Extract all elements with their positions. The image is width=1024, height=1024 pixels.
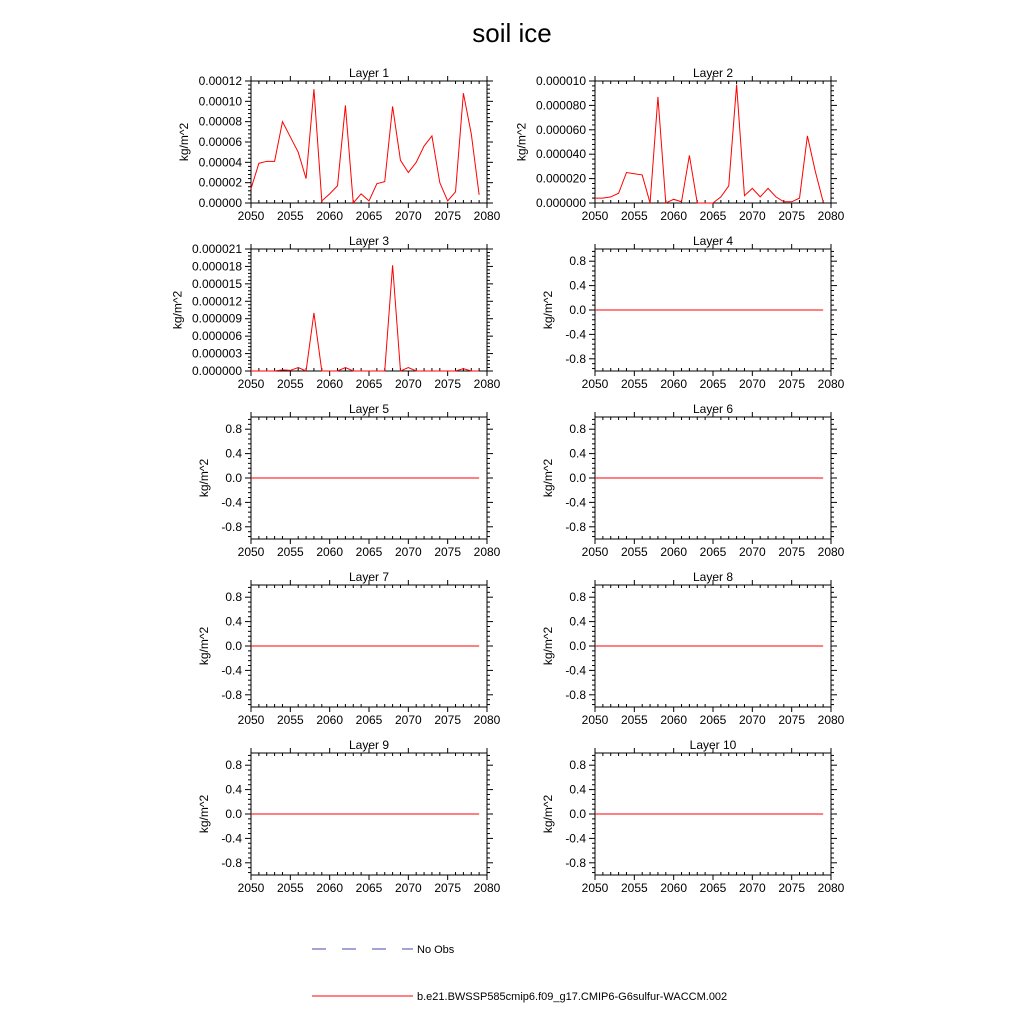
panel-layer-8 — [541, 570, 844, 727]
x-tick-label: 2055 — [620, 209, 648, 223]
x-tick-label: 2080 — [817, 881, 845, 895]
y-tick-label: 0.4 — [225, 614, 242, 629]
x-tick-label: 2075 — [434, 545, 462, 559]
panel-layer-2 — [514, 66, 844, 223]
y-tick-label: -0.4 — [221, 831, 242, 846]
x-tick-label: 2080 — [473, 881, 501, 895]
y-tick-label: 0.000021 — [191, 242, 242, 256]
x-tick-label: 2075 — [778, 209, 806, 223]
y-tick-label: 0.8 — [569, 758, 586, 773]
y-tick-label: 0.000080 — [535, 98, 586, 113]
x-tick-label: 2080 — [817, 545, 845, 559]
x-tick-label: 2070 — [394, 377, 422, 391]
x-tick-label: 2065 — [699, 209, 727, 223]
x-tick-label: 2060 — [660, 881, 688, 895]
panel-title: Layer 6 — [692, 402, 734, 416]
y-tick-label: 0.000006 — [191, 329, 242, 344]
y-tick-label: -0.4 — [221, 495, 242, 510]
x-tick-label: 2080 — [817, 377, 845, 391]
panel-title: Layer 1 — [348, 66, 390, 80]
panel-layer-9 — [197, 738, 500, 895]
panel-layer-3 — [170, 234, 500, 391]
y-tick-label: 0.000009 — [191, 311, 242, 326]
x-tick-label: 2070 — [738, 713, 766, 727]
y-tick-label: 0.000012 — [191, 294, 242, 309]
y-axis-label: kg/m^2 — [541, 290, 556, 330]
x-tick-label: 2060 — [316, 881, 344, 895]
y-tick-label: 0.8 — [225, 590, 242, 605]
y-tick-label: -0.4 — [221, 663, 242, 678]
y-tick-label: 0.0 — [225, 807, 242, 821]
x-tick-label: 2075 — [778, 881, 806, 895]
legend-obs-label: No Obs — [417, 944, 455, 956]
x-tick-label: 2065 — [699, 881, 727, 895]
x-tick-label: 2070 — [394, 209, 422, 223]
y-tick-label: -0.8 — [565, 351, 586, 366]
y-tick-label: 0.000010 — [535, 74, 586, 88]
y-tick-label: 0.4 — [569, 446, 586, 461]
x-tick-label: 2050 — [581, 881, 609, 895]
x-tick-label: 2065 — [699, 545, 727, 559]
x-tick-label: 2070 — [394, 881, 422, 895]
x-tick-label: 2075 — [434, 713, 462, 727]
x-tick-label: 2060 — [660, 377, 688, 391]
x-tick-label: 2050 — [237, 545, 265, 559]
y-tick-label: 0.000000 — [535, 196, 586, 210]
x-tick-label: 2075 — [434, 209, 462, 223]
y-tick-label: 0.000000 — [191, 364, 242, 378]
y-tick-label: 0.000060 — [535, 122, 586, 137]
x-tick-label: 2055 — [276, 209, 304, 223]
x-tick-label: 2050 — [237, 209, 265, 223]
x-tick-label: 2075 — [778, 713, 806, 727]
y-tick-label: 0.4 — [569, 782, 586, 797]
y-tick-label: -0.4 — [565, 327, 586, 342]
x-tick-label: 2050 — [237, 713, 265, 727]
x-tick-label: 2070 — [738, 881, 766, 895]
y-tick-label: -0.8 — [221, 855, 242, 870]
y-tick-label: 0.0 — [569, 303, 586, 317]
y-tick-label: 0.000018 — [191, 259, 242, 274]
y-tick-label: 0.00012 — [198, 74, 242, 88]
x-tick-label: 2080 — [473, 545, 501, 559]
legend-model-label: b.e21.BWSSP585cmip6.f09_g17.CMIP6-G6sulfur-WACCM.002 — [417, 991, 728, 1003]
x-tick-label: 2055 — [276, 377, 304, 391]
plot-frame — [251, 249, 487, 371]
x-tick-label: 2070 — [738, 545, 766, 559]
x-tick-label: 2080 — [817, 713, 845, 727]
x-tick-label: 2060 — [316, 209, 344, 223]
x-tick-label: 2075 — [778, 377, 806, 391]
y-tick-label: -0.4 — [565, 495, 586, 510]
x-tick-label: 2055 — [276, 545, 304, 559]
x-tick-label: 2050 — [581, 377, 609, 391]
y-tick-label: 0.0 — [569, 471, 586, 485]
y-tick-label: -0.8 — [221, 519, 242, 534]
panel-title: Layer 9 — [348, 738, 390, 752]
x-tick-label: 2070 — [738, 377, 766, 391]
panel-layer-6 — [541, 402, 844, 559]
y-tick-label: 0.8 — [569, 422, 586, 437]
panel-title: Layer 8 — [692, 570, 734, 584]
panel-layer-1 — [177, 66, 501, 223]
series-line — [595, 85, 823, 203]
y-tick-label: 0.000003 — [191, 346, 242, 361]
y-tick-label: -0.8 — [221, 687, 242, 702]
y-tick-label: 0.0 — [569, 807, 586, 821]
y-tick-label: 0.4 — [225, 782, 242, 797]
y-tick-label: 0.00008 — [198, 114, 242, 129]
x-tick-label: 2065 — [355, 209, 383, 223]
y-tick-label: -0.8 — [565, 519, 586, 534]
x-tick-label: 2065 — [355, 377, 383, 391]
x-tick-label: 2065 — [699, 713, 727, 727]
y-tick-label: 0.8 — [225, 758, 242, 773]
y-tick-label: 0.00006 — [198, 135, 242, 149]
x-tick-label: 2060 — [316, 545, 344, 559]
x-tick-label: 2050 — [237, 881, 265, 895]
y-tick-label: 0.4 — [225, 446, 242, 461]
panel-title: Layer 7 — [348, 570, 390, 584]
x-tick-label: 2060 — [660, 545, 688, 559]
y-tick-label: -0.4 — [565, 831, 586, 846]
panel-layer-5 — [197, 402, 500, 559]
y-axis-label: kg/m^2 — [541, 626, 556, 666]
y-tick-label: 0.4 — [569, 278, 586, 293]
x-tick-label: 2050 — [237, 377, 265, 391]
plot-frame — [251, 81, 487, 203]
y-tick-label: 0.000015 — [191, 276, 242, 291]
y-tick-label: 0.0 — [225, 471, 242, 485]
x-tick-label: 2050 — [581, 545, 609, 559]
y-tick-label: -0.8 — [565, 855, 586, 870]
y-tick-label: -0.4 — [565, 663, 586, 678]
panel-title: Layer 10 — [689, 738, 737, 752]
y-axis-label: kg/m^2 — [541, 458, 556, 498]
panel-title: Layer 5 — [348, 402, 390, 416]
panel-grid — [170, 66, 844, 895]
x-tick-label: 2060 — [660, 713, 688, 727]
y-tick-label: 0.00002 — [198, 175, 242, 190]
x-tick-label: 2055 — [620, 377, 648, 391]
x-tick-label: 2055 — [276, 713, 304, 727]
x-tick-label: 2050 — [581, 209, 609, 223]
x-tick-label: 2080 — [473, 713, 501, 727]
plot-frame — [595, 81, 831, 203]
x-tick-label: 2080 — [817, 209, 845, 223]
series-line — [251, 89, 479, 203]
y-axis-label: kg/m^2 — [197, 458, 212, 498]
y-tick-label: 0.4 — [569, 614, 586, 629]
x-tick-label: 2060 — [316, 377, 344, 391]
x-tick-label: 2060 — [660, 209, 688, 223]
y-axis-label: kg/m^2 — [170, 290, 185, 330]
x-tick-label: 2070 — [394, 545, 422, 559]
x-tick-label: 2080 — [473, 209, 501, 223]
x-tick-label: 2075 — [778, 545, 806, 559]
x-tick-label: 2065 — [699, 377, 727, 391]
panel-title: Layer 2 — [692, 66, 734, 80]
x-tick-label: 2065 — [355, 881, 383, 895]
y-tick-label: 0.8 — [225, 422, 242, 437]
x-tick-label: 2055 — [620, 881, 648, 895]
x-tick-label: 2080 — [473, 377, 501, 391]
y-axis-label: kg/m^2 — [197, 626, 212, 666]
x-tick-label: 2065 — [355, 713, 383, 727]
x-tick-label: 2075 — [434, 377, 462, 391]
x-tick-label: 2050 — [581, 713, 609, 727]
y-tick-label: 0.00000 — [198, 196, 242, 210]
y-tick-label: 0.000020 — [535, 171, 586, 186]
y-tick-label: 0.000040 — [535, 147, 586, 162]
x-tick-label: 2070 — [738, 209, 766, 223]
y-tick-label: 0.0 — [569, 639, 586, 653]
y-axis-label: kg/m^2 — [541, 794, 556, 834]
legend — [312, 944, 727, 1003]
x-tick-label: 2070 — [394, 713, 422, 727]
y-tick-label: 0.0 — [225, 639, 242, 653]
y-tick-label: 0.8 — [569, 254, 586, 269]
x-tick-label: 2055 — [620, 545, 648, 559]
series-line — [251, 265, 479, 371]
panel-title: Layer 4 — [692, 234, 734, 248]
panel-layer-7 — [197, 570, 500, 727]
y-axis-label: kg/m^2 — [514, 122, 529, 162]
panel-layer-10 — [541, 738, 844, 895]
x-tick-label: 2060 — [316, 713, 344, 727]
x-tick-label: 2055 — [620, 713, 648, 727]
panel-layer-4 — [541, 234, 844, 391]
y-tick-label: 0.00010 — [198, 94, 242, 109]
x-tick-label: 2065 — [355, 545, 383, 559]
y-tick-label: 0.8 — [569, 590, 586, 605]
y-tick-label: -0.8 — [565, 687, 586, 702]
y-axis-label: kg/m^2 — [197, 794, 212, 834]
figure-title: soil ice — [472, 18, 552, 48]
x-tick-label: 2075 — [434, 881, 462, 895]
y-tick-label: 0.00004 — [198, 155, 242, 170]
panel-title: Layer 3 — [348, 234, 390, 248]
y-axis-label: kg/m^2 — [177, 122, 192, 162]
x-tick-label: 2055 — [276, 881, 304, 895]
